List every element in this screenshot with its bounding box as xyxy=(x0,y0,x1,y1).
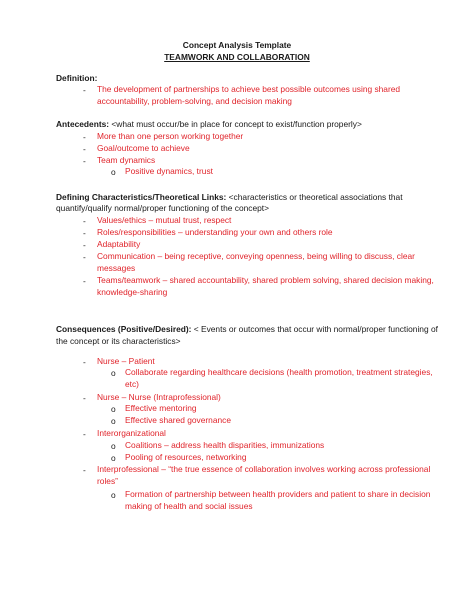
bullet-dash: - xyxy=(83,216,86,226)
antecedent-item: More than one person working together xyxy=(97,131,244,141)
bullet-dash: - xyxy=(83,228,86,238)
characteristic-item: Communication – being receptive, conveying openness, being willing to discuss, clear xyxy=(97,251,415,261)
bullet-dash: - xyxy=(83,240,86,250)
consequence-subitem: Effective shared governance xyxy=(125,415,231,425)
bullet-dash: - xyxy=(83,144,86,154)
bullet-dash: - xyxy=(83,252,86,262)
definition-text-line1: The development of partnerships to achieve best possible outcomes using shared xyxy=(97,84,401,94)
consequence-item-continuation: roles” xyxy=(97,476,118,486)
bullet-dash: - xyxy=(83,156,86,166)
antecedent-item: Team dynamics xyxy=(97,155,156,165)
bullet-circle: o xyxy=(111,416,116,426)
consequence-subitem: Formation of partnership between health providers and patient to share in decision xyxy=(125,489,431,499)
bullet-circle: o xyxy=(111,490,116,500)
antecedents-description: <what must occur/be in place for concept to exist/function properly> xyxy=(109,119,362,129)
antecedents-label: Antecedents: xyxy=(56,119,110,129)
characteristics-heading xyxy=(56,192,403,202)
consequence-item-interprofessional: Interprofessional – “the true essence of collaboration involves working across professional xyxy=(97,464,431,474)
bullet-circle: o xyxy=(111,453,116,463)
consequence-subitem: Pooling of resources, networking xyxy=(125,452,247,462)
consequences-description-line2: the concept or its characteristics> xyxy=(56,336,181,346)
bullet-circle: o xyxy=(111,441,116,451)
bullet-dash: - xyxy=(83,429,86,439)
characteristic-item: Adaptability xyxy=(97,239,141,249)
definition-label: Definition: xyxy=(56,73,98,83)
document-subtitle: TEAMWORK AND COLLABORATION xyxy=(164,52,310,62)
document-title: Concept Analysis Template xyxy=(182,40,292,50)
consequences-description-line1: < Events or outcomes that occur with normal/proper functioning of xyxy=(191,324,438,334)
definition-text-line2: accountability, problem-solving, and decision making xyxy=(97,96,292,106)
consequence-item-nurse-nurse: Nurse – Nurse (Intraprofessional) xyxy=(97,392,221,402)
consequence-subitem: Collaborate regarding healthcare decisions (health promotion, treatment strategies, xyxy=(125,367,433,377)
bullet-dash: - xyxy=(83,276,86,286)
consequence-item-interorganizational: Interorganizational xyxy=(97,428,166,438)
antecedents-heading xyxy=(56,119,362,129)
antecedent-item: Goal/outcome to achieve xyxy=(97,143,190,153)
characteristics-label: Defining Characteristics/Theoretical Links: xyxy=(56,192,227,202)
bullet-circle: o xyxy=(111,368,116,378)
bullet-circle: o xyxy=(111,404,116,414)
consequences-label: Consequences (Positive/Desired): xyxy=(56,324,192,334)
bullet-dash: - xyxy=(83,465,86,475)
consequence-item-nurse-patient: Nurse – Patient xyxy=(97,356,155,366)
consequence-subitem-continuation: etc) xyxy=(125,379,139,389)
characteristics-description-line2: quantify/qualify normal/proper functioning of the concept> xyxy=(56,203,269,213)
characteristic-item-continuation: knowledge-sharing xyxy=(97,287,168,297)
consequence-subitem: Coalitions – address health disparities, immunizations xyxy=(125,440,325,450)
antecedent-subitem: Positive dynamics, trust xyxy=(125,166,213,176)
characteristic-item: Roles/responsibilities – understanding your own and others role xyxy=(97,227,333,237)
bullet-dash: - xyxy=(83,132,86,142)
bullet-dash: - xyxy=(83,357,86,367)
characteristic-item-continuation: messages xyxy=(97,263,136,273)
bullet-circle: o xyxy=(111,167,116,177)
bullet-dash: - xyxy=(83,85,86,95)
characteristics-description-line1: <characteristics or theoretical associations that xyxy=(226,192,403,202)
bullet-dash: - xyxy=(83,393,86,403)
consequence-subitem: Effective mentoring xyxy=(125,403,197,413)
characteristic-item: Values/ethics – mutual trust, respect xyxy=(97,215,232,225)
consequence-subitem-continuation: making of health and social issues xyxy=(125,501,253,511)
characteristic-item: Teams/teamwork – shared accountability, shared problem solving, shared decision making, xyxy=(97,275,434,285)
consequences-heading xyxy=(56,324,438,334)
